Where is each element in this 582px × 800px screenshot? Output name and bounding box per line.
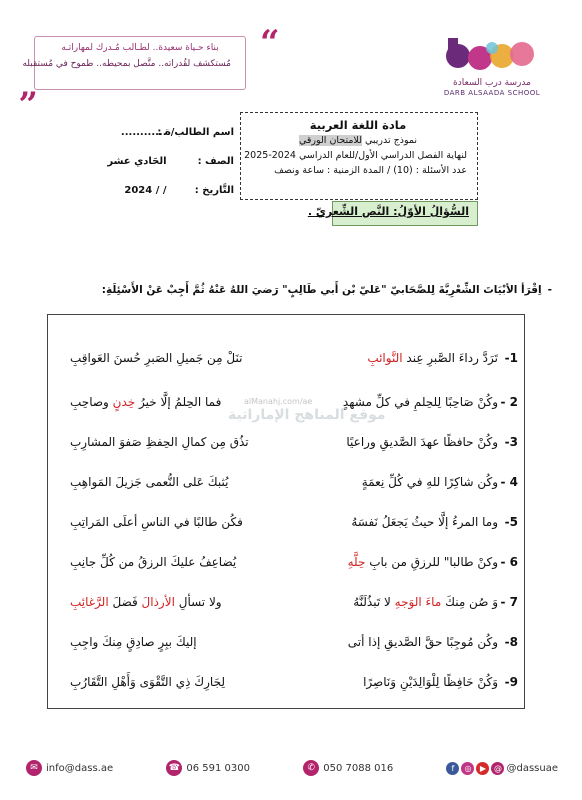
verse-second-half: يُثبكَ عَلى النُّعمى جَزيلَ المَواهِبِ xyxy=(70,475,229,489)
exam-info-box xyxy=(240,112,478,200)
watermark-site: alManahj.com/ae xyxy=(244,397,313,406)
phone-icon: ☎ xyxy=(166,760,182,776)
at-icon[interactable]: @ xyxy=(491,762,504,775)
poem-row xyxy=(48,635,524,675)
phone2-text: 050 7088 016 xyxy=(323,762,394,774)
open-quote-icon: “ xyxy=(260,23,280,63)
social-icons xyxy=(446,762,506,775)
grade-field xyxy=(107,156,234,167)
details-line: عدد الأسئلة : (10) / المدة الزمنية : ساعة ونصف xyxy=(274,165,467,176)
school-name-ar: مدرسة درب السعادة xyxy=(453,78,531,88)
verse-first-half: تَرَدَّ رداءَ الصَّبرِ عِند النَّوائبِ xyxy=(367,351,498,365)
subject-title: مادة اللغة العربية xyxy=(309,118,407,132)
verse-number: 2 - xyxy=(500,395,518,409)
poem-row xyxy=(48,515,524,555)
verse-number: 1- xyxy=(504,351,518,365)
verse-first-half: وكُن مُوجِبًا حقَّ الصَّديقِ إذا أتى xyxy=(347,635,498,649)
verse-second-half: فما الحِلمُ إلَّا خيرُ خِدنٍ وصاحِبِ xyxy=(70,395,222,409)
verse-number: 7 - xyxy=(500,595,518,609)
poem-row xyxy=(48,395,524,435)
verse-second-half: لِجَارِكَ ذِي التَّقْوَى وَأَهْلِ التَّقَارُبِ xyxy=(70,675,225,689)
school-name-en: DARB ALSAADA SCHOOL xyxy=(443,89,541,97)
verse-first-half: وَ صُن مِنكَ ماءَ الوَجهِ لا تَبذُلَنَّهُ xyxy=(353,595,498,609)
student-name-field[interactable] xyxy=(121,127,234,138)
model-prefix: نموذج تدريبي xyxy=(361,135,418,146)
email-icon: ✉ xyxy=(26,760,42,776)
watermark-brand: موقع المناهج الإماراتية xyxy=(228,407,386,423)
footer-social[interactable] xyxy=(446,762,558,775)
verse-number: 9- xyxy=(504,675,518,689)
poem-row xyxy=(48,351,524,391)
mobile-icon: ✆ xyxy=(303,760,319,776)
social-handle: @dassuae xyxy=(506,762,558,774)
instruction xyxy=(102,284,552,296)
verse-second-half: يُضاعِفُ عليكَ الرزقُ من كُلِّ جانِبِ xyxy=(70,555,237,569)
model-line xyxy=(249,133,467,148)
verse-number: 6 - xyxy=(500,555,518,569)
youtube-icon[interactable]: ▶ xyxy=(476,762,489,775)
poem-row xyxy=(48,595,524,635)
verse-number: 3- xyxy=(504,435,518,449)
verse-first-half: وكنْ طالبا" للرزقِ من بابِ حِلَّهِ xyxy=(347,555,498,569)
poem-box xyxy=(47,314,525,709)
slogan-box xyxy=(22,36,246,90)
verse-first-half: وما المرءُ إلَّا حيثُ يَجعَلُ نَفسَهُ xyxy=(351,515,498,529)
facebook-icon[interactable]: f xyxy=(446,762,459,775)
poem-row xyxy=(48,435,524,475)
verse-second-half: تذُق مِن كمالِ الحِفظِ صَفوَ المشارِبِ xyxy=(70,435,249,449)
student-name-label: اسم الطالب/ة : xyxy=(157,127,234,138)
slogan-line-1: بناء حـياة سعيدة.. لطـالب مُـدرك لمهاراتـه xyxy=(61,43,219,53)
date-label: التَّاريخ : xyxy=(194,185,234,196)
verse-first-half: وكُنْ حافظًا عهدَ الصَّديقِ وراعيًا xyxy=(346,435,498,449)
school-logo-icon xyxy=(444,34,540,78)
footer-phone-1[interactable] xyxy=(166,760,250,776)
date-value: / / 2024 xyxy=(124,185,167,196)
email-text: info@dass.ae xyxy=(46,762,114,774)
student-name-value: ............ xyxy=(120,127,167,138)
grade-label: الصف : xyxy=(197,156,234,167)
instagram-icon[interactable]: ◎ xyxy=(461,762,474,775)
instruction-text: اِقْرَأ الأبْيَاتَ الشِّعْرِيَّةَ لِلصَّحَابيّ "عَليّ بْن أَبي طَالِبٍ" رَضيَ اللهُ عَنْهُ ثُمَّ أَجِبْ عَنْ الأَسْئِلَةِ: xyxy=(101,284,542,296)
poem-row xyxy=(48,475,524,515)
grade-value: الحَادي عشر xyxy=(107,156,167,167)
model-highlight: للامتحان الورقي xyxy=(298,135,362,146)
verse-second-half: فكُن طالبًا في الناسِ أعلَى المَراتِبِ xyxy=(70,515,243,529)
footer-phone-2[interactable] xyxy=(303,760,393,776)
verse-first-half: وَكُنْ حَافِظًا لِلْوَالِدَيْنِ وَنَاصِرًا xyxy=(363,675,498,689)
verse-first-half: وكُنْ صَاحِبًا لِلحِلمِ في كلِّ مشهدٍ xyxy=(342,395,498,409)
close-quote-icon: “ xyxy=(18,67,38,107)
verse-second-half: ولا تسألِ الأرذالَ فَضلَ الرَّغائِبِ xyxy=(70,595,222,609)
instruction-dash: - xyxy=(547,284,552,296)
verse-number: 8- xyxy=(504,635,518,649)
poem-row xyxy=(48,675,524,715)
verse-first-half: وكُن شاكِرًا للهِ في كُلِّ نِعمَةٍ xyxy=(361,475,498,489)
term-line: لنهاية الفصل الدراسي الأول/للعام الدراسي 2024-2025 xyxy=(244,150,467,161)
verse-number: 4 - xyxy=(500,475,518,489)
footer-email[interactable] xyxy=(26,760,113,776)
verse-second-half: إليكَ ببِرٍ صادِقٍ مِنكَ واجِبِ xyxy=(70,635,197,649)
phone1-text: 06 591 0300 xyxy=(186,762,250,774)
footer xyxy=(26,756,558,780)
date-field[interactable] xyxy=(124,185,234,196)
question-title: السُّؤالُ الأوّلُ: النَّص الشِّعريّ . xyxy=(332,201,478,226)
slogan-line-2: مُستكشف لقُدراته.. متَّصل بمحيطه.. طموح في مُستقبله xyxy=(22,59,231,69)
school-logo xyxy=(432,34,552,104)
verse-number: 5- xyxy=(504,515,518,529)
poem-row xyxy=(48,555,524,595)
verse-second-half: تنَلْ مِن جَميلِ الصَبرِ حُسنَ العَواقِبِ xyxy=(70,351,243,365)
